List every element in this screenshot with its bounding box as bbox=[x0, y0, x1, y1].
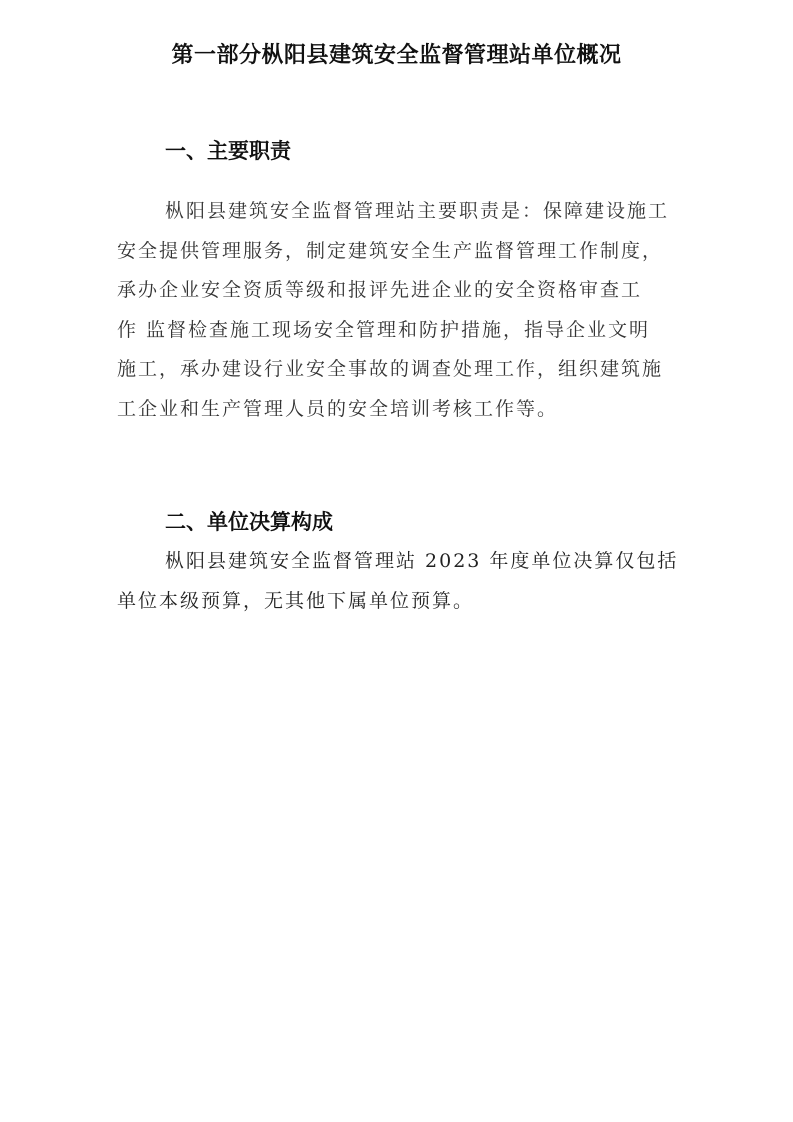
paragraph-line: 单位本级预算，无其他下属单位预算。 bbox=[117, 589, 475, 612]
paragraph-line: 工企业和生产管理人员的安全培训考核工作等。 bbox=[117, 397, 559, 420]
section-heading-budget-composition: 二、单位决算构成 bbox=[165, 510, 333, 534]
paragraph-budget-composition bbox=[117, 542, 682, 621]
paragraph-main-duties bbox=[117, 192, 682, 429]
paragraph-line: 承办企业安全资质等级和报评先进企业的安全资格审查工 bbox=[117, 279, 643, 301]
section-heading-main-duties: 一、主要职责 bbox=[165, 139, 291, 163]
page-title: 第一部分枞阳县建筑安全监督管理站单位概况 bbox=[171, 43, 622, 68]
paragraph-line: 枞阳县建筑安全监督管理站 2023 年度单位决算仅包括 bbox=[165, 550, 679, 572]
paragraph-line: 安全提供管理服务，制定建筑安全生产监督管理工作制度， bbox=[117, 239, 664, 262]
paragraph-line: 枞阳县建筑安全监督管理站主要职责是：保障建设施工 bbox=[165, 200, 670, 222]
paragraph-line: 作 监督检查施工现场安全管理和防护措施，指导企业文明 bbox=[117, 318, 651, 341]
paragraph-line: 施工，承办建设行业安全事故的调查处理工作，组织建筑施 bbox=[117, 358, 664, 380]
